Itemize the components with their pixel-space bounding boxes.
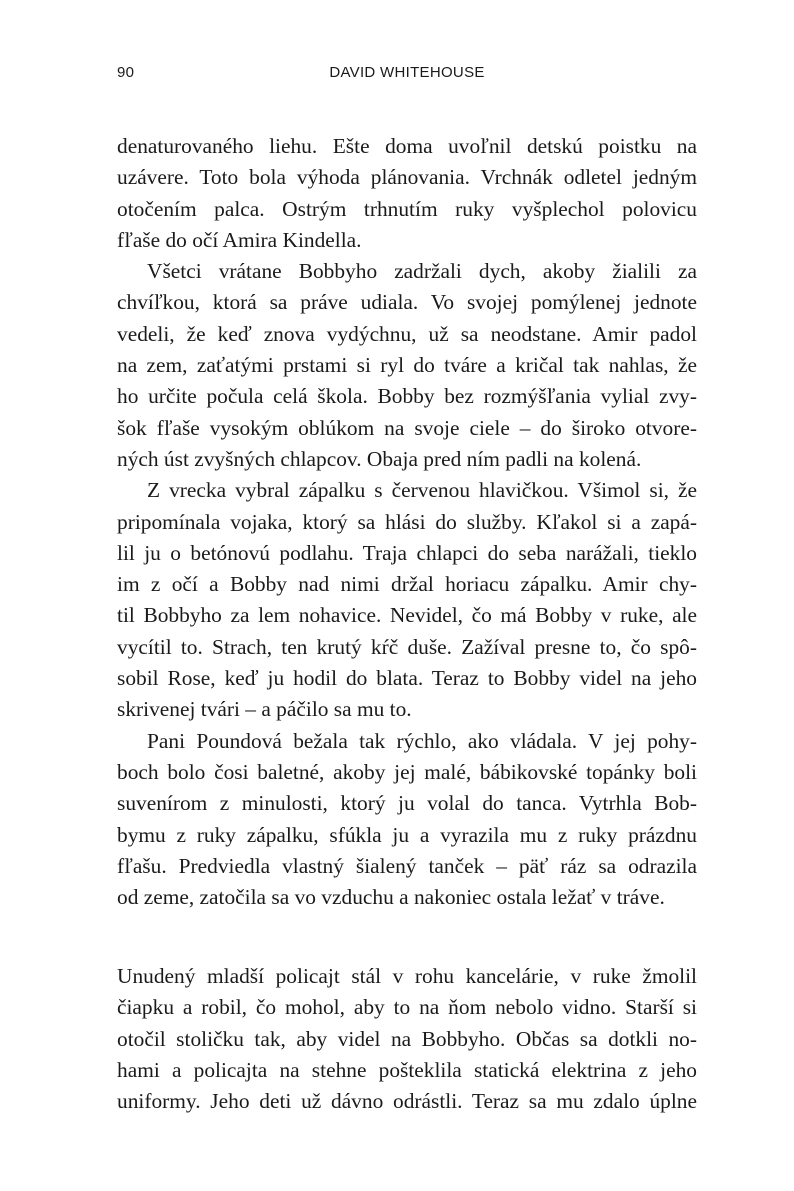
text-line: Unudený mladší policajt stál v rohu kancelárie, v ruke žmolil: [117, 964, 697, 988]
text-line: otočil stoličku tak, aby videl na Bobbyho. Občas sa dotkli no-: [117, 1026, 697, 1051]
text-section-1: [117, 131, 697, 913]
text-line: na zem, zaťatými prstami si ryl do tváre a kričal tak nahlas, že: [117, 353, 697, 378]
text-line: bymu z ruky zápalku, sfúkla ju a vyrazila mu z ruky prázdnu: [117, 822, 697, 847]
text-line: ných úst zvyšných chlapcov. Obaja pred ním padli na kolená.: [117, 446, 642, 471]
text-line: vycítil to. Strach, ten krutý kŕč duše. Zažíval presne to, čo spô-: [117, 634, 697, 659]
text-line: hami a policajta na stehne pošteklila statická elektrina z jeho: [117, 1057, 697, 1082]
text-line: uniformy. Jeho deti už dávno odrástli. Teraz sa mu zdalo úplne: [117, 1089, 697, 1114]
text-line: suvenírom z minulosti, ktorý ju volal do tanca. Vytrhla Bob-: [117, 791, 697, 816]
text-line: denaturovaného liehu. Ešte doma uvoľnil detskú poistku na: [117, 134, 697, 158]
text-line: skrivenej tvári – a páčilo sa mu to.: [117, 697, 412, 722]
text-line: fľašu. Predviedla vlastný šialený tanček – päť ráz sa odrazila: [117, 853, 697, 878]
text-line: pripomínala vojaka, ktorý sa hlási do služby. Kľakol si a zapá-: [117, 509, 697, 534]
paragraph-3: [117, 475, 697, 725]
paragraph-5: [117, 961, 697, 1117]
text-line: til Bobbyho za lem nohavice. Nevidel, čo má Bobby v ruke, ale: [117, 603, 697, 628]
text-line: čiapku a robil, čo mohol, aby to na ňom nebolo vidno. Starší si: [117, 995, 697, 1020]
paragraph-2: [117, 256, 697, 475]
running-head-author: DAVID WHITEHOUSE: [329, 64, 485, 81]
text-line: chvíľkou, ktorá sa práve udiala. Vo svojej pomýlenej jednote: [117, 290, 697, 315]
text-line: Všetci vrátane Bobbyho zadržali dych, akoby žialili za: [147, 259, 697, 284]
text-line: uzávere. Toto bola výhoda plánovania. Vrchnák odletel jedným: [117, 165, 697, 190]
text-line: vedeli, že keď znova vydýchnu, už sa neodstane. Amir padol: [117, 321, 697, 346]
text-section-2: [117, 961, 697, 1117]
text-line: im z očí a Bobby nad nimi držal horiacu zápalku. Amir chy-: [117, 572, 697, 597]
paragraph-1: [117, 131, 697, 256]
text-line: Pani Poundová bežala tak rýchlo, ako vládala. V jej pohy-: [147, 728, 697, 753]
running-header: [117, 64, 697, 88]
text-line: ho určite počula celá škola. Bobby bez rozmýšľania vylial zvy-: [117, 384, 697, 409]
paragraph-4: [117, 726, 697, 914]
text-line: otočením palca. Ostrým trhnutím ruky vyšplechol polovicu: [117, 196, 697, 221]
text-line: boch bolo čosi baletné, akoby jej malé, bábikovské topánky boli: [117, 759, 697, 784]
text-line: lil ju o betónovú podlahu. Traja chlapci do seba narážali, tieklo: [117, 540, 697, 565]
text-line: Z vrecka vybral zápalku s červenou hlavičkou. Všimol si, že: [147, 478, 697, 503]
text-line: fľaše do očí Amira Kindella.: [117, 227, 362, 252]
text-line: od zeme, zatočila sa vo vzduchu a nakoniec ostala ležať v tráve.: [117, 885, 665, 910]
page-number: 90: [117, 64, 135, 81]
text-line: sobil Rose, keď ju hodil do blata. Teraz to Bobby videl na jeho: [117, 666, 697, 691]
text-line: šok fľaše vysokým oblúkom na svoje ciele – do široko otvore-: [117, 415, 697, 440]
